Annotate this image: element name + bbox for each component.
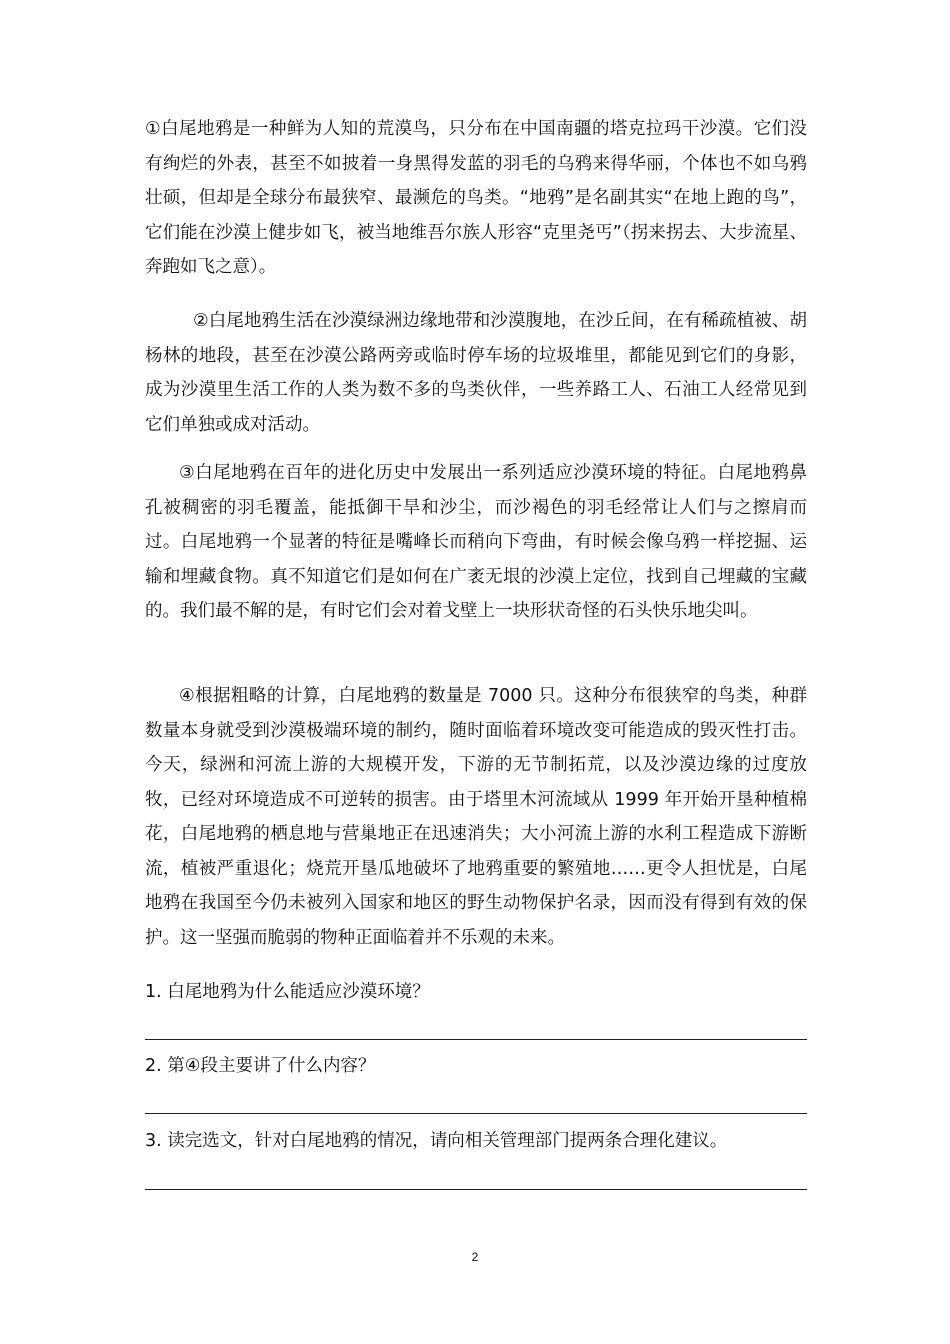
passage-paragraph-3: ③白尾地鸦在百年的进化历史中发展出一系列适应沙漠环境的特征。白尾地鸦鼻孔被稠密的羽毛覆盖，能抵御干旱和沙尘，而沙褐色的羽毛经常让人们与之擦肩而过。白尾地鸦一个显著的特征是嘴峰长而稍向下弯曲，有时候会像乌鸦一样挖掘、运输和埋藏食物。真不知道它们是如何在广袤无垠的沙漠上定位，找到自己埋藏的宝藏的。我们最不解的是，有时它们会对着戈壁上一块形状奇怪的石头快乐地尖叫。	[145, 463, 807, 621]
question-2: 2. 第④段主要讲了什么内容？	[145, 1056, 376, 1076]
answer-line-2	[145, 1113, 807, 1114]
question-3: 3. 读完选文，针对白尾地鸦的情况，请向相关管理部门提两条合理化建议。	[145, 1131, 728, 1151]
answer-line-3	[145, 1189, 807, 1190]
passage-paragraph-2: ②白尾地鸦生活在沙漠绿洲边缘地带和沙漠腹地，在沙丘间，在有稀疏植被、胡杨林的地段，甚至在沙漠公路两旁或临时停车场的垃圾堆里，都能见到它们的身影，成为沙漠里生活工作的人类为数不多的鸟类伙伴，一些养路工人、石油工人经常见到它们单独或成对活动。	[145, 311, 807, 435]
passage-paragraph-1: ①白尾地鸦是一种鲜为人知的荒漠鸟，只分布在中国南疆的塔克拉玛干沙漠。它们没有绚烂的外表，甚至不如披着一身黑得发蓝的羽毛的乌鸦来得华丽，个体也不如乌鸦壮硕，但却是全球分布最狭窄、最濒危的鸟类。“地鸦”是名副其实“在地上跑的鸟”，它们能在沙漠上健步如飞，被当地维吾尔族人形容“克里尧丐”（拐来拐去、大步流星、奔跑如飞之意）。	[145, 119, 807, 277]
question-1: 1. 白尾地鸦为什么能适应沙漠环境？	[145, 982, 430, 1002]
passage-paragraph-4: ④根据粗略的计算，白尾地鸦的数量是 7000 只。这种分布很狭窄的鸟类，种群数量本身就受到沙漠极端环境的制约，随时面临着环境改变可能造成的毁灭性打击。今天，绿洲和河流上游的大规模开发，下游的无节制拓荒，以及沙漠边缘的过度放牧，已经对环境造成不可逆转的损害。由于塔里木河流域从 1999 年开始开垦种植棉花，白尾地鸦的栖息地与营巢地正在迅速消失；大小河流上游的水利工程造成下游断流，植被严重退化；烧荒开垦瓜地破坏了地鸦重要的繁殖地……更令人担忧是，白尾地鸦在我国至今仍未被列入国家和地区的野生动物保护名录，因而没有得到有效的保护。这一坚强而脆弱的物种正面临着并不乐观的未来。	[145, 686, 807, 948]
answer-line-1	[145, 1039, 807, 1040]
page-number: 2	[471, 1250, 479, 1264]
